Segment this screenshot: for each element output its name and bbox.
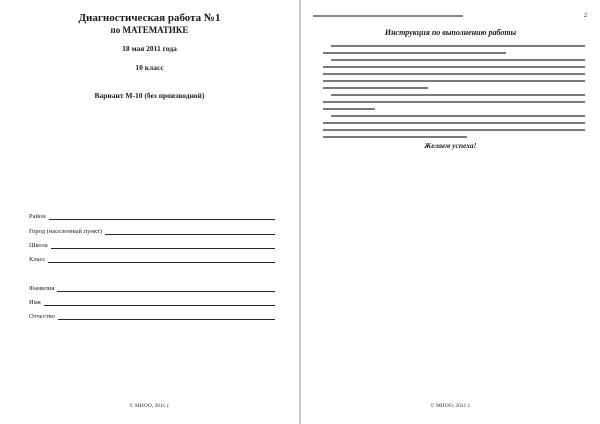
- left-page: [0, 0, 299, 424]
- text-line: [323, 136, 467, 138]
- text-line: [323, 52, 506, 54]
- instructions-paragraph-2: [323, 59, 585, 94]
- right-page: [301, 0, 600, 424]
- text-line: [323, 73, 585, 75]
- text-line: [323, 101, 585, 103]
- field-city-line[interactable]: [105, 234, 275, 235]
- field-name[interactable]: [29, 297, 275, 307]
- text-line: [323, 108, 375, 110]
- field-school-label: Школа: [29, 242, 48, 249]
- field-school-line[interactable]: [51, 248, 275, 249]
- field-surname-line[interactable]: [57, 291, 275, 292]
- text-line: [323, 66, 585, 68]
- field-name-line[interactable]: [44, 305, 275, 306]
- exam-date: 18 мая 2011 года: [122, 44, 177, 53]
- text-line: [323, 122, 585, 124]
- field-city[interactable]: [29, 226, 275, 236]
- left-page-footer: © МИОО, 2011 г.: [129, 403, 170, 409]
- variant-label: Вариант М-10 (без производной): [94, 91, 205, 100]
- instructions-paragraph-1: [323, 45, 585, 59]
- page-number: 2: [584, 13, 587, 19]
- field-city-label: Город (населенный пункт): [29, 228, 102, 235]
- field-surname[interactable]: [29, 283, 275, 293]
- field-school[interactable]: [29, 240, 275, 250]
- field-class[interactable]: [29, 254, 275, 264]
- field-district[interactable]: [29, 211, 275, 221]
- grade-level: 10 класс: [135, 63, 164, 72]
- text-line: [331, 59, 585, 61]
- field-patronymic-label: Отчество: [29, 313, 55, 320]
- text-line: [331, 45, 585, 47]
- running-header-text-lines: [313, 15, 463, 17]
- field-class-line[interactable]: [48, 262, 275, 263]
- text-line: [323, 87, 428, 89]
- running-header: [313, 12, 587, 20]
- instructions-paragraph-3: [323, 94, 585, 115]
- right-page-footer: © МИОО, 2011 г.: [430, 403, 471, 409]
- field-district-label: Район: [29, 213, 46, 220]
- text-line: [323, 80, 585, 82]
- subject-subtitle: по МАТЕМАТИКЕ: [110, 25, 189, 35]
- field-patronymic-line[interactable]: [58, 319, 275, 320]
- document-title: Диагностическая работа №1: [78, 12, 221, 24]
- text-line: [323, 129, 585, 131]
- field-patronymic[interactable]: [29, 311, 275, 321]
- closing-wish: Желаем успеха!: [424, 141, 477, 150]
- text-line: [331, 115, 585, 117]
- instructions-title: Инструкция по выполнению работы: [384, 28, 517, 37]
- field-name-label: Имя: [29, 299, 41, 306]
- text-line: [331, 94, 585, 96]
- field-surname-label: Фамилия: [29, 285, 55, 292]
- instructions-paragraph-4: [323, 115, 585, 143]
- field-class-label: Класс: [29, 256, 46, 263]
- field-district-line[interactable]: [49, 219, 275, 220]
